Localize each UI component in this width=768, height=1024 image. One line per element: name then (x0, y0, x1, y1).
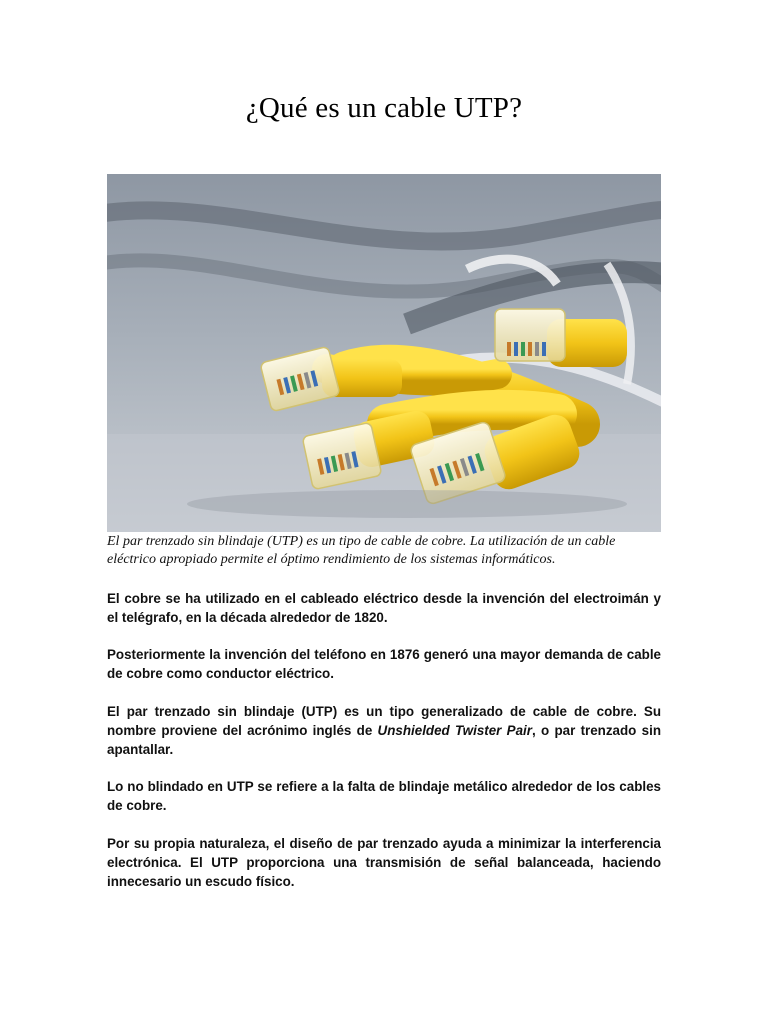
paragraph-utp-definition-text-start: El par trenzado sin blindaje (UTP) es un tipo generalizado de cable de cobre. Su nombre proviene del acrónimo inglés de (107, 704, 661, 738)
utp-cables-photo (107, 174, 661, 532)
paragraph-unshielded-meaning: Lo no blindado en UTP se refiere a la falta de blindaje metálico alrededor de los cables de cobre. (107, 779, 661, 813)
figure-caption: El par trenzado sin blindaje (UTP) es un tipo de cable de cobre. La utilización de un cable eléctrico apropiado permite el óptimo rendimiento de los sistemas informáticos. (107, 534, 616, 567)
page-title: ¿Qué es un cable UTP? (245, 92, 523, 124)
paragraph-utp-definition-text-end: , o par trenzado sin apantallar. (107, 723, 661, 757)
paragraph-utp-definition (107, 702, 661, 759)
unshielded-twister-pair-term: Unshielded Twister Pair (377, 723, 532, 738)
paragraph-copper-history: El cobre se ha utilizado en el cableado eléctrico desde la invención del electroimán y el telégrafo, en la década alrededor de 1820. (107, 591, 661, 625)
paragraph-telephone-invention: Posteriormente la invención del teléfono en 1876 generó una mayor demanda de cable de cobre como conductor eléctrico. (107, 647, 661, 681)
paragraph-twisted-pair-design: Por su propia naturaleza, el diseño de par trenzado ayuda a minimizar la interferencia electrónica. El UTP proporciona una transmisión de señal balanceada, haciendo innecesario un escudo físico. (107, 836, 661, 889)
